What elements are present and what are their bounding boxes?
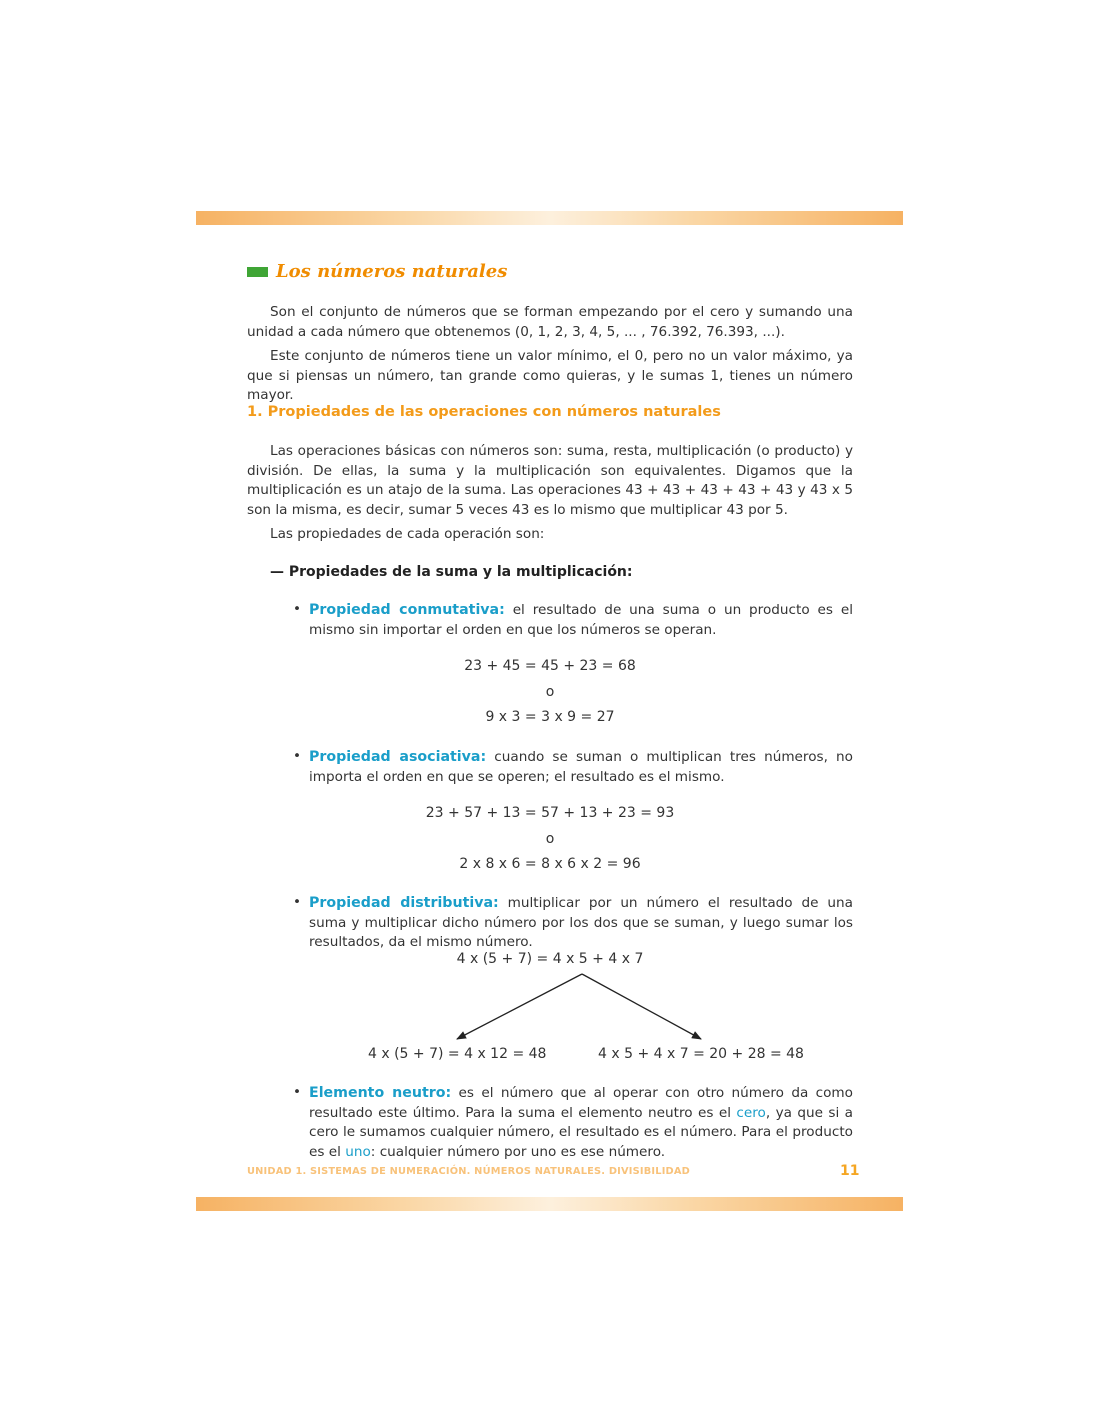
intro-paragraph-2: Este conjunto de números tiene un valor mínimo, el 0, pero no un valor máximo, ya que si piensas un número, tan grande como quieras, y le sumas 1, tienes un número mayor. [247, 348, 853, 403]
sum-mult-properties-heading: — Propiedades de la suma y la multiplicación: [270, 564, 633, 580]
section-title: Los números naturales [276, 261, 508, 282]
bullet-distributiva: • [293, 894, 302, 910]
arrow-left [457, 974, 582, 1039]
neutro-label: Elemento neutro: [309, 1085, 452, 1101]
neutro-word-cero: cero [736, 1104, 766, 1121]
bullet-neutro: • [293, 1084, 302, 1100]
conmutativa-equation-2: 9 x 3 = 3 x 9 = 27 [485, 709, 615, 725]
neutro-text-c: : cualquier número por uno es ese número. [370, 1143, 666, 1160]
neutro-word-uno: uno [345, 1143, 371, 1160]
footer-unit-title: UNIDAD 1. SISTEMAS DE NUMERACIÓN. NÚMEROS NATURALES. DIVISIBILIDAD [247, 1166, 690, 1177]
subsection-title: 1. Propiedades de las operaciones con números naturales [247, 404, 721, 420]
distributiva-label: Propiedad distributiva: [309, 895, 499, 911]
neutro-text [309, 1084, 853, 1162]
conmutativa-equation-1: 23 + 45 = 45 + 23 = 68 [464, 658, 636, 674]
conmutativa-or: o [545, 684, 555, 700]
intro-paragraph-1: Son el conjunto de números que se forman empezando por el cero y sumando una unidad a cada número que obtenemos (0, 1, 2, 3, 4, 5, ... , 76.392, 76.393, ...). [247, 304, 853, 340]
properties-intro: Las propiedades de cada operación son: [270, 526, 545, 542]
asociativa-or: o [545, 831, 555, 847]
distributiva-equation-top: 4 x (5 + 7) = 4 x 5 + 4 x 7 [456, 951, 644, 967]
distributiva-description: multiplicar por un número el resultado de una suma y multiplicar dicho número por los dos que se suman, y luego sumar los resultados, da el mismo número. [309, 895, 853, 950]
arrow-right [582, 974, 701, 1039]
distributiva-equation-left: 4 x (5 + 7) = 4 x 12 = 48 [368, 1046, 547, 1062]
page-number: 11 [840, 1163, 860, 1179]
distributiva-equation-right: 4 x 5 + 4 x 7 = 20 + 28 = 48 [598, 1046, 804, 1062]
asociativa-equation-1: 23 + 57 + 13 = 57 + 13 + 23 = 93 [425, 805, 675, 821]
conmutativa-description: el resultado de una suma o un producto es el mismo sin importar el orden en que los números se operan. [309, 602, 853, 638]
neutro-text-a: es el número que al operar con otro número da como resultado este último. Para la suma el elemento neutro es el [309, 1085, 853, 1121]
neutro-text-b: , ya que si a cero le sumamos cualquier número, el resultado es el número. Para el producto es el [309, 1104, 854, 1160]
asociativa-description: cuando se suman o multiplican tres números, no importa el orden en que se operen; el resultado es el mismo. [309, 749, 853, 785]
bullet-conmutativa: • [293, 601, 302, 617]
bottom-decorative-band [196, 1197, 903, 1211]
asociativa-equation-2: 2 x 8 x 6 = 8 x 6 x 2 = 96 [459, 856, 641, 872]
asociativa-label: Propiedad asociativa: [309, 749, 487, 765]
bullet-asociativa: • [293, 748, 302, 764]
conmutativa-label: Propiedad conmutativa: [309, 602, 505, 618]
operations-paragraph: Las operaciones básicas con números son: suma, resta, multiplicación (o producto) y división. De ellas, la suma y la multiplicación son equivalentes. Digamos que la multiplicación es un atajo de la suma. Las operaciones 43 + 43 + 43 + 43 + 43 y 43 x 5 son la misma, es decir, sumar 5 veces 43 es lo mismo que multiplicar 43 por 5. [247, 443, 853, 518]
